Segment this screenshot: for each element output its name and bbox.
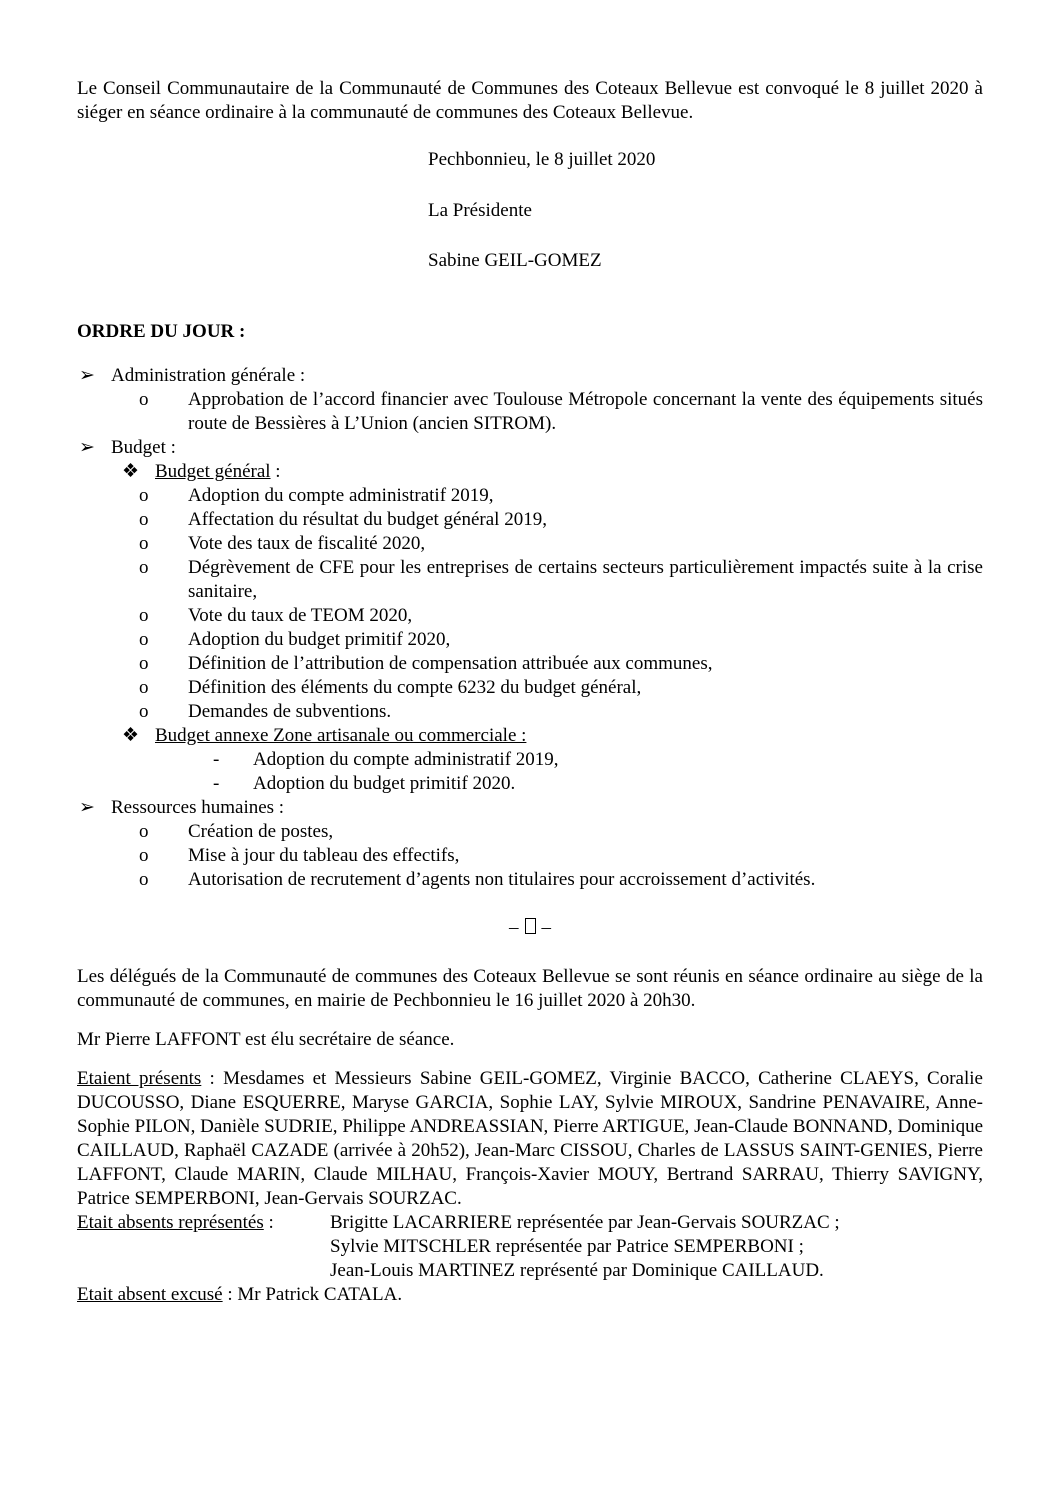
list-item <box>77 532 983 556</box>
circle-bullet-icon: o <box>139 557 149 578</box>
list-item-text: Autorisation de recrutement d’agents non titulaires pour accroissement d’activités. <box>188 869 816 890</box>
list-item-text: Création de postes, <box>188 821 334 842</box>
circle-bullet-icon: o <box>139 605 149 626</box>
list-item-text: Mise à jour du tableau des effectifs, <box>188 845 460 866</box>
excused-paragraph <box>77 1283 983 1307</box>
represented-heading <box>77 1211 330 1283</box>
subsection-suffix: : <box>270 461 281 482</box>
subsection-label: Budget annexe Zone artisanale ou commerciale : <box>155 725 527 746</box>
arrow-bullet-icon: ➢ <box>79 437 95 458</box>
diamond-bullet-icon: ❖ <box>122 461 140 482</box>
circle-bullet-icon: o <box>139 821 149 842</box>
attendees-paragraph <box>77 1067 983 1211</box>
dash-bullet-icon: - <box>213 773 220 794</box>
section-separator <box>77 916 983 940</box>
list-item: Sylvie MITSCHLER représentée par Patrice SEMPERBONI ; <box>330 1236 804 1257</box>
circle-bullet-icon: o <box>139 509 149 530</box>
list-item <box>77 508 983 532</box>
circle-bullet-icon: o <box>139 389 149 410</box>
agenda-section-budget <box>77 436 983 460</box>
subsection-label: Budget général <box>155 461 271 482</box>
section-label: Budget : <box>111 437 176 458</box>
missing-glyph-icon <box>525 918 536 934</box>
list-item-text: Approbation de l’accord financier avec Toulouse Métropole concernant la vente des équipements situés route de Bessières à L’Union (ancien SITROM). <box>188 389 983 434</box>
excused-label: Etait absent excusé <box>77 1284 223 1305</box>
list-item-text: Adoption du compte administratif 2019, <box>188 485 494 506</box>
circle-bullet-icon: o <box>139 653 149 674</box>
circle-bullet-icon: o <box>139 701 149 722</box>
excused-text: : Mr Patrick CATALA. <box>222 1284 403 1305</box>
list-item <box>77 652 983 676</box>
represented-suffix: : <box>263 1212 274 1233</box>
represented-label: Etait absents représentés <box>77 1212 264 1233</box>
attendees-label: Etaient présents <box>77 1068 202 1089</box>
list-item: Jean-Louis MARTINEZ représenté par Dominique CAILLAUD. <box>330 1260 824 1281</box>
list-item-text: Adoption du budget primitif 2020, <box>188 629 451 650</box>
agenda-title: ORDRE DU JOUR : <box>77 321 246 342</box>
list-item-text: Affectation du résultat du budget général 2019, <box>188 509 547 530</box>
dash-bullet-icon: - <box>213 749 220 770</box>
meeting-paragraph: Les délégués de la Communauté de communes des Coteaux Bellevue se sont réunis en séance ordinaire au siège de la communauté de communes, en mairie de Pechbonnieu le 16 juillet 2020 à 20h30. <box>77 966 983 1011</box>
list-item <box>77 628 983 652</box>
list-item <box>77 772 983 796</box>
list-item-text: Vote du taux de TEOM 2020, <box>188 605 413 626</box>
attendees-list: : Mesdames et Messieurs Sabine GEIL-GOMEZ, Virginie BACCO, Catherine CLAEYS, Coralie DUCOUSSO, Diane ESQUERRE, Maryse GARCIA, Sophie LAY, Sylvie MIROUX, Sandrine PENAVAIRE, Anne-Sophie PILON, Danièle SUDRIE, Philippe ANDREASSIAN, Pierre ARTIGUE, Jean-Claude BONNAND, Dominique CAILLAUD, Raphaël CAZADE (arrivée à 20h52), Jean-Marc CISSOU, Charles de LASSUS SAINT-GENIES, Pierre LAFFONT, Claude MARIN, Claude MILHAU, François-Xavier MOUY, Bertrand SARRAU, Thierry SAVIGNY, Patrice SEMPERBONI, Jean-Gervais SOURZAC. <box>77 1068 983 1209</box>
agenda-section-admin <box>77 364 983 388</box>
circle-bullet-icon: o <box>139 533 149 554</box>
convocation-paragraph: Le Conseil Communautaire de la Communauté de Communes des Coteaux Bellevue est convoqué le 8 juillet 2020 à siéger en séance ordinaire à la communauté de communes des Coteaux Bellevue. <box>77 78 983 123</box>
list-item-text: Définition de l’attribution de compensation attribuée aux communes, <box>188 653 713 674</box>
arrow-bullet-icon: ➢ <box>79 365 95 386</box>
list-item-text: Adoption du budget primitif 2020. <box>253 773 516 794</box>
list-item-text: Adoption du compte administratif 2019, <box>253 749 559 770</box>
list-item-text: Vote des taux de fiscalité 2020, <box>188 533 426 554</box>
list-item <box>77 388 983 436</box>
list-item: Brigitte LACARRIERE représentée par Jean-Gervais SOURZAC ; <box>330 1212 840 1233</box>
circle-bullet-icon: o <box>139 677 149 698</box>
circle-bullet-icon: o <box>139 845 149 866</box>
signature-role: La Présidente <box>428 200 532 221</box>
list-item <box>77 748 983 772</box>
represented-list <box>330 1211 983 1283</box>
section-label: Ressources humaines : <box>111 797 285 818</box>
signature-name: Sabine GEIL-GOMEZ <box>428 250 602 271</box>
represented-block <box>77 1211 983 1283</box>
list-item <box>77 556 983 604</box>
list-item <box>77 700 983 724</box>
list-item <box>77 604 983 628</box>
list-item-text: Demandes de subventions. <box>188 701 392 722</box>
arrow-bullet-icon: ➢ <box>79 797 95 818</box>
circle-bullet-icon: o <box>139 869 149 890</box>
budget-annex-heading <box>77 724 983 748</box>
document-page <box>77 77 983 1307</box>
list-item <box>77 844 983 868</box>
list-item <box>77 676 983 700</box>
list-item <box>77 484 983 508</box>
separator-dash-left: – <box>509 917 519 938</box>
circle-bullet-icon: o <box>139 629 149 650</box>
circle-bullet-icon: o <box>139 485 149 506</box>
diamond-bullet-icon: ❖ <box>122 725 140 746</box>
signature-place-date: Pechbonnieu, le 8 juillet 2020 <box>428 149 656 170</box>
list-item <box>77 820 983 844</box>
agenda-section-hr <box>77 796 983 820</box>
agenda-list <box>77 364 983 892</box>
secretary-paragraph: Mr Pierre LAFFONT est élu secrétaire de séance. <box>77 1029 455 1050</box>
list-item-text: Définition des éléments du compte 6232 du budget général, <box>188 677 642 698</box>
list-item-text: Dégrèvement de CFE pour les entreprises de certains secteurs particulièrement impactés suite à la crise sanitaire, <box>188 557 983 602</box>
budget-general-heading <box>77 460 983 484</box>
separator-dash-right: – <box>541 917 551 938</box>
list-item <box>77 868 983 892</box>
section-label: Administration générale : <box>111 365 306 386</box>
